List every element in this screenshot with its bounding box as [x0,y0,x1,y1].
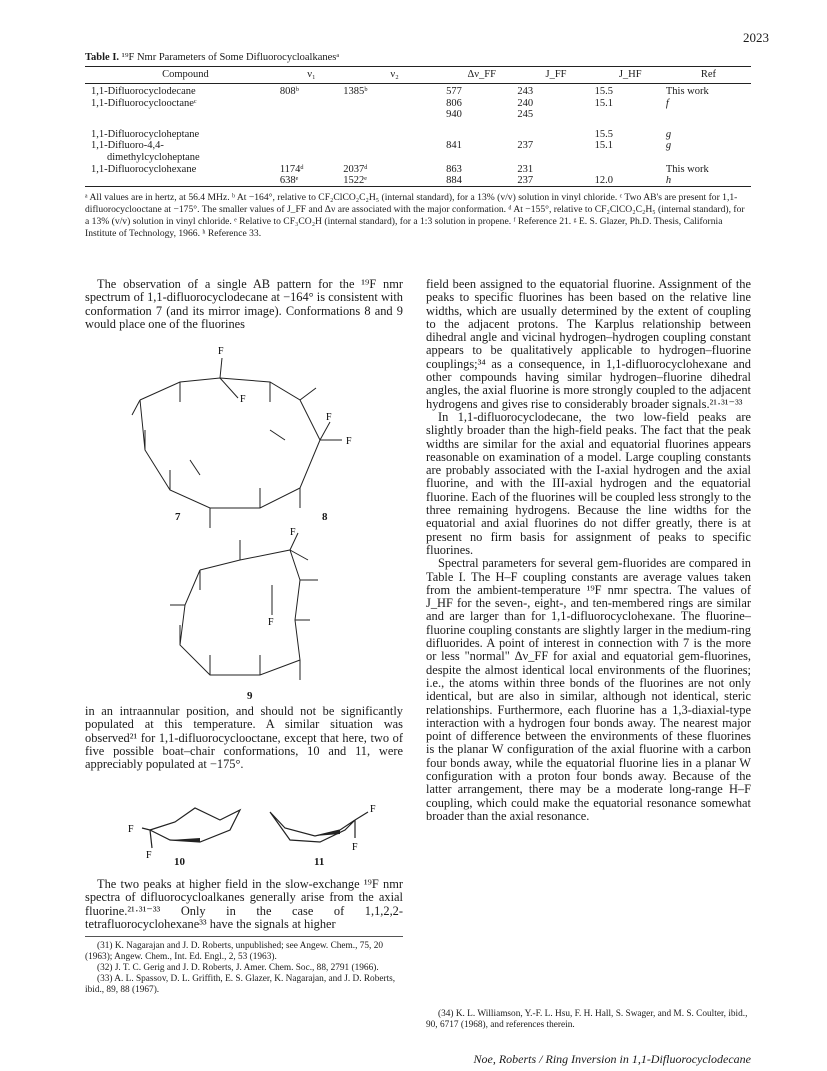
fluorine-label: F [128,824,134,835]
table-cell [666,109,751,121]
table-cell [595,109,666,121]
col-header-compound: Compound [162,68,209,80]
table-cell: This work [665,163,709,175]
conformation-9-diagram [160,525,340,690]
table-row [85,109,751,121]
right-column [426,278,751,823]
table-cell: dimethylcycloheptane [107,151,200,163]
table-cell: 1,1-Difluorocyclodecane [91,86,196,97]
table-cell [595,152,666,164]
fluorine-label: F [370,804,376,815]
left-column-bottom [85,878,403,931]
table-cell: 237 [517,175,534,187]
table-header-row [85,67,751,82]
table-cell: 577 [446,86,462,97]
table-cell: 12.0 [594,175,613,187]
table-caption-text: ¹⁹F Nmr Parameters of Some Difluorocycloalkanesᵃ [121,52,340,63]
paragraph: field been assigned to the equatorial fluorine. Assignment of the peaks to specific fluorines has been based on the relative line widths, which are usually determined by the extent of coupling to the adjacent protons. The Karplus relationship between dihedral angle and vicinal hydrogen–hydrogen coupling constant appears to be qualitatively applicable to hydrogen–fluorine couplings;³⁴ as a consequence, in 1,1-difluorocyclohexane and other compounds having similar hydrogen–fluorine dihedral angles, the axial fluorine is more strongly coupled to the adjacent hydrogens and gives rise to considerably broader signals.²¹·³¹⁻³³ [426,277,751,411]
paragraph: The observation of a single AB pattern for the ¹⁹F nmr spectrum of 1,1-difluorocyclodecane at −164° is consistent with conformation 7 (and its mirror image). Conformations 8 and 9 would place one of the fluorines [85,277,403,331]
conformations-7-8-diagram [120,340,380,530]
table-cell [280,98,343,110]
table-cell: 806 [446,97,462,109]
table-cell: 2037ᵈ [343,163,368,175]
structure-label-9: 9 [247,690,253,702]
references-right [426,1009,751,1031]
table-cell: 15.5 [594,86,613,97]
fluorine-label: F [326,412,332,423]
table-cell [517,152,594,164]
nmr-parameters-table [85,67,751,187]
running-footer: Noe, Roberts / Ring Inversion in 1,1-Difluorocyclodecane [473,1052,751,1066]
structure-label-11: 11 [314,856,325,868]
table-row [85,164,751,176]
reference-item: (32) J. T. C. Gerig and J. D. Roberts, J. Amer. Chem. Soc., 88, 2791 (1966). [97,963,379,973]
fluorine-label: F [240,394,246,405]
table-cell [666,152,751,164]
conformation-10-ring [142,808,240,848]
page-number: 2023 [743,30,769,45]
table-row [85,152,751,164]
references-separator [85,936,403,937]
table-cell [343,98,446,110]
col-header-ref: Ref [700,68,717,80]
table-cell: 15.1 [594,97,613,109]
table-cell: 884 [446,175,462,187]
table-cell: 1522ᵉ [343,175,367,187]
table-caption-label: Table I. [85,52,120,63]
conformation-9-ring [170,533,318,680]
table-cell [280,140,343,152]
conformations-10-11-diagram [128,800,380,861]
table-row [85,175,751,187]
table-cell: 245 [517,109,534,121]
table-cell: 808ᵇ [279,86,299,97]
references-left [85,941,403,996]
table-row [85,98,751,110]
fluorine-label: F [218,346,224,357]
table-cell [280,129,343,141]
table-row [85,86,751,98]
table-caption [85,52,339,63]
table-cell [446,152,517,164]
table-cell: 638ᵉ [279,175,299,187]
table-footnotes: ᵃ All values are in hertz, at 56.4 MHz. ᵇ At −164°, relative to CF₂ClCO₂C₂H₅ (internal standard), for a 13% (v/v) solution in vinyl chloride. ᶜ Two AB's are present for 1,1-difluorocyclooctane at −175°. The smaller values of J_FF and Δν are associated with the major conformation. ᵈ At −155°, relative to CF₂ClCO₂C₂H₅ (internal standard), for a 13% (v/v) solution in vinyl chloride. ᵉ Relative to CF₃CO₂H (internal standard), for a 1:3 solution in propene. ᶠ Reference 21. ᵍ E. S. Glazer, Ph.D. Thesis, California Institute of Technology, 1966. ʰ Reference 33. [85,192,745,239]
table-cell: 940 [446,109,462,121]
table-cell: 237 [517,140,534,152]
table-row [85,140,751,152]
table-cell: 1385ᵇ [343,86,368,97]
table-cell: 1,1-Difluorocycloheptane [91,128,200,140]
table-cell: 863 [446,163,462,175]
table-cell: 1,1-Difluoro-4,4- [91,140,164,152]
table-cell: 1174ᵈ [279,163,304,175]
fluorine-label: F [146,850,152,861]
table-cell [85,175,280,187]
paragraph: Spectral parameters for several gem-fluorides are compared in Table I. The H–F coupling constants are average values taken from the ambient-temperature ¹⁹F nmr spectra. The values of J_HF for the seven-, eight-, and ten-membered rings are similar and are larger than for 1,1-difluorocyclohexane. The fluorine–fluorine coupling constants are slightly larger in the medium-ring difluorides. A point of interest in connection with 7 is the more or less "normal" Δν_FF for axial and equatorial gem-fluorines, despite the almost identical local environments of the fluorines; i.e., the atoms within three bonds of the fluorines are not only identical, but are also in similar, although not identical, steric relationships. Furthermore, each fluorine has a 1,3-diaxial-type interaction with a hydrogen four bonds away. The nearest major point of difference between the environments of these fluorines is the planar W configuration of the axial fluorine with a carbon four bonds away, while the equatorial fluorine lies in a planar W configuration with a proton four bonds away. Because of the latter arrangement, there may be a moderate long-range H–F coupling, which could make the equatorial resonance somewhat broader than the axial resonance. [426,556,751,823]
table-cell [280,152,343,164]
structure-label-10: 10 [174,856,185,868]
table-cell [595,164,666,176]
table-cell: g [665,140,672,152]
col-header-jhf: J_HF [618,68,642,80]
col-header-jff: J_FF [545,68,567,80]
table-cell [343,129,446,141]
paragraph: In 1,1-difluorocyclodecane, the two low-field peaks are slightly broader than the high-field peaks. The fact that the peak widths are similar for the axial and equatorial fluorines appears reasonable on examination of a model. Large coupling constants are probably associated with the I-axial hydrogen and the axial fluorine, and with the III-axial hydrogen and the equatorial fluorine. Each of the fluorines will be coupled less strongly to the three remaining hydrogens. Because the line widths for the equatorial and axial fluorines do not differ greatly, there is at present no firm basis for assignment of peaks to specific fluorines. [426,409,751,557]
table-cell: 15.1 [594,140,613,152]
left-column-middle [85,705,403,771]
table-cell [343,109,446,121]
fluorine-label: F [268,617,274,628]
table-cell [343,152,446,164]
table-cell: 243 [517,86,534,97]
reference-item: (31) K. Nagarajan and J. D. Roberts, unpublished; see Angew. Chem., 75, 20 (1963); Angew. Chem., Int. Ed. Engl., 2, 53 (1963). [85,941,383,962]
table-cell: f [665,97,669,109]
table-cell: 1,1-Difluorocyclohexane [91,163,197,175]
fluorine-label: F [346,436,352,447]
table-cell [85,109,280,121]
table-cell: 841 [446,140,462,152]
left-column-top [85,278,403,331]
fluorine-label: F [352,842,358,853]
col-header-delta-nu: Δν_FF [467,68,496,80]
table-cell: This work [665,86,709,97]
table-cell: g [665,128,672,140]
table-cell [446,129,517,141]
reference-item: (33) A. L. Spassov, D. L. Griffith, E. S. Glazer, K. Nagarajan, and J. D. Roberts, ibid., 89, 88 (1967). [85,974,396,995]
table-cell: 231 [517,163,534,175]
table-cell [280,109,343,121]
table-row [85,129,751,141]
table-cell: 240 [517,97,534,109]
table-cell [517,129,594,141]
table-cell: 1,1-Difluorocyclooctaneᶜ [91,97,197,109]
reference-item: (34) K. L. Williamson, Y.-F. L. Hsu, F. H. Hall, S. Swager, and M. S. Coulter, ibid., 90, 6717 (1968), and references therein. [426,1009,748,1030]
conformation-7-ring [132,358,342,528]
table-cell: 15.5 [594,128,613,140]
paragraph: in an intraannular position, and should not be significantly populated at this temperature. A similar situation was observed²¹ for 1,1-difluorocyclooctane, except that here, two of five possible boat–chair conformations, 10 and 11, were appreciably populated at −175°. [85,704,403,772]
col-header-nu1: ν₁ [307,68,316,80]
structure-label-8: 8 [322,511,328,523]
fluorine-label: F [290,527,296,538]
conformation-11-ring [270,812,368,842]
col-header-nu2: ν₂ [390,68,399,80]
structure-label-7: 7 [175,511,181,523]
table-cell: h [665,175,672,187]
paragraph: The two peaks at higher field in the slow-exchange ¹⁹F nmr spectra of difluorocycloalkanes generally arise from the axial fluorine.²¹·³¹⁻³³ Only in the case of 1,1,2,2-tetrafluorocyclohexane³³ have the signals at higher [85,877,403,931]
table-cell [343,140,446,152]
